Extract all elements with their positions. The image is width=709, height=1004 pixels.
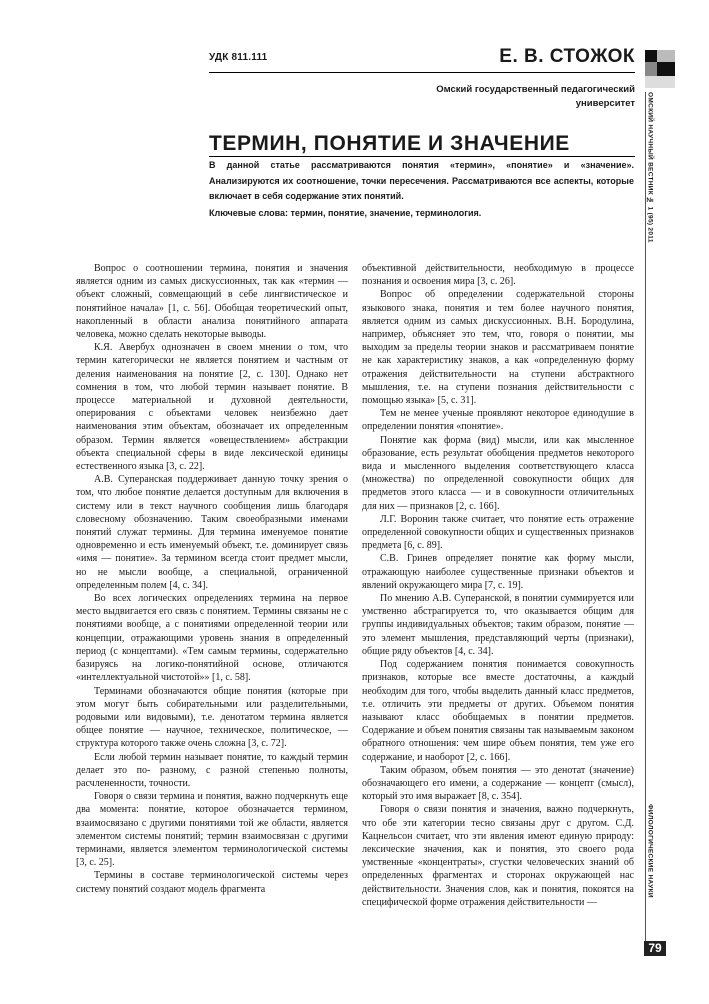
paragraph: Вопрос о соотношении термина, понятия и значения является одним из самых дискуссионных, так как «термин — объект сложный, совмещающий в себе лингвистическое и понятийное начала» [1, с. 56]. Обобщая теоретический опыт, накопленный в области анализа понятийного аппарата человека, можно сделать некоторые выводы. <box>76 263 348 341</box>
paragraph: Во всех логических определениях термина на первое место выдвигается его связь с понятием. Термины связаны не с понятиями вообще, а с понятиями определенной теории или концепции, отражающими уровень знания в определенный период (с концептами). «Тем самым термины, содержательно базируясь на логико-понятийной основе, отличаются «интеллектуальной чистотой»» [1, с. 58]. <box>76 593 348 684</box>
body-column-left <box>76 262 348 896</box>
header-divider <box>209 72 635 73</box>
paragraph: Если любой термин называет понятие, то каждый термин делает это по- разному, с разной степенью полноты, расчлененности, точности. <box>76 751 348 789</box>
paragraph: Таким образом, объем понятия — это денотат (значение) обозначающего его имени, а содержание — концепт (смысл), который это имя выражает [8, с. 354]. <box>362 764 634 803</box>
paragraph: Говоря о связи понятия и значения, важно подчеркнуть, что обе эти категории тесно связаны друг с другом. С.Д. Кацнельсон считает, что эти явления имеют единую природу: лексические значения, как и понятия, это своего рода умственные «концентраты», сгустки человеческих знаний об определенных фрагментах и сторонах окружающей нас действительности. Значения слов, как и понятия, покоятся на специфической форме отражения действительности — <box>362 804 634 908</box>
journal-running-title: ОМСКИЙ НАУЧНЫЙ ВЕСТНИК № 1 (95) 2011 <box>646 92 654 243</box>
paragraph: Термины в составе терминологической системы через систему понятий создают модель фрагмента <box>76 870 348 895</box>
paragraph-continued: объективной действительности, необходимую в процессе познания и освоения мира [3, с. 26]. <box>362 263 634 288</box>
paragraph: К.Я. Авербух однозначен в своем мнении о том, что термин категорически не является понятием и частным от деления наименования на понятие [2, с. 130]. Однако нет сомнения в том, что любой термин называет понятие. В процессе материальной и духовной деятельности, оперирования с объектами человек неизбежно дает наименования этим объектам, обозначает их определенным образом. Термин является «овеществлением» абстракции объекта специальной сферы в виде лексической единицы естественного языка [3, с. 22]. <box>76 342 348 473</box>
paragraph: Тем не менее ученые проявляют некоторое единодушие в определении понятия «понятие». <box>362 408 634 433</box>
title-divider <box>209 156 635 157</box>
corner-decoration <box>645 50 675 88</box>
paragraph: С.В. Гринев определяет понятие как форму мысли, отражающую наиболее существенные признаки объектов и явлений окружающего мира [7, с. 19]. <box>362 553 634 591</box>
author-affiliation: Омский государственный педагогический университет <box>436 84 635 109</box>
article-keywords: Ключевые слова: термин, понятие, значение, терминология. <box>209 208 482 218</box>
author-name: Е. В. СТОЖОК <box>499 46 635 67</box>
paragraph: Понятие как форма (вид) мысли, или как мысленное образование, есть результат обобщения предметов некоторого вида и мысленного выделения соответствующего класса (множества) по определенной совокупности общих для предметов этого класса — и в совокупности отличительных для них — признаков [2, с. 166]. <box>362 434 634 512</box>
paragraph: Терминами обозначаются общие понятия (которые при этом могут быть собирательными или разделительными, родовыми или видовыми), т.е. денотатом термина является общее понятие — научное, техническое, политическое, — структура которого также очень сложна [3, с. 72]. <box>76 685 348 750</box>
paragraph: По мнению А.В. Суперанской, в понятии суммируется или умственно абстрагируется то, что оказывается общим для группы индивидуальных объектов; таким образом, понятие — это элемент мышления, представляющий черты (признаки), общие ряду объектов [4, с. 34]. <box>362 593 634 657</box>
paragraph: А.В. Суперанская поддерживает данную точку зрения о том, что любое понятие делается доступным для включения в систему или в текст научного сообщения лишь благодаря словесному обозначению. Таким своеобразными именами понятий служат термины. Для термина именуемое понятие одновременно и есть именуемый объект, т.е. доминирует связь «имя — понятие». За термином всегда стоит предмет мысли, но не мысли вообще, а специальной, ограниченной определенным полем [4, с. 34]. <box>76 474 348 591</box>
article-abstract: В данной статье рассматриваются понятия «термин», «понятие» и «значение». Анализируются их соотношение, точки пересечения. Рассматриваются все аспекты, которые включает в себя содержание этих понятий. <box>209 160 634 201</box>
udc-code: УДК 811.111 <box>209 52 268 63</box>
paragraph: Вопрос об определении содержательной стороны языкового знака, понятия и тем более научного понятия, является одним из самых дискуссионных. В.Н. Бородулина, например, объясняет это тем, что, говоря о понятии, мы выходим за пределы теории знаков и рассматриваем понятие не как характеристику знаков, а как «определенную форму отражения действительности на ступени абстрактного мышления, т.е. на ступени познания действительности с помощью языка» [5, с. 31]. <box>362 289 634 407</box>
body-column-right <box>362 262 634 909</box>
paragraph: Говоря о связи термина и понятия, важно подчеркнуть еще два момента: понятие, которое обозначается термином, взаимосвязано с другими понятиями той же области, является элементом системы понятий; термин взаимосвязан с другими терминами, является элементом терминологической системы [3, с. 25]. <box>76 791 348 869</box>
article-title: ТЕРМИН, ПОНЯТИЕ И ЗНАЧЕНИЕ <box>209 132 570 155</box>
paragraph: Под содержанием понятия понимается совокупность признаков, которые все вместе достаточны, а каждый необходим для того, чтобы выделить данный класс предметов, т.е. отличить эти предметы от других. Объемом понятия называют класс обобщаемых в понятии предметов. Содержание и объем понятия связаны так называемым законом обратного отношения: чем шире объем понятия, тем уже его содержание, и наоборот [2, с. 166]. <box>362 659 634 763</box>
section-running-title: ФИЛОЛОГИЧЕСКИЕ НАУКИ <box>646 804 654 898</box>
paragraph: Л.Г. Воронин также считает, что понятие есть отражение определенной совокупности общих и существенных признаков предмета [6, с. 89]. <box>362 513 634 552</box>
page-number: 79 <box>644 941 666 956</box>
